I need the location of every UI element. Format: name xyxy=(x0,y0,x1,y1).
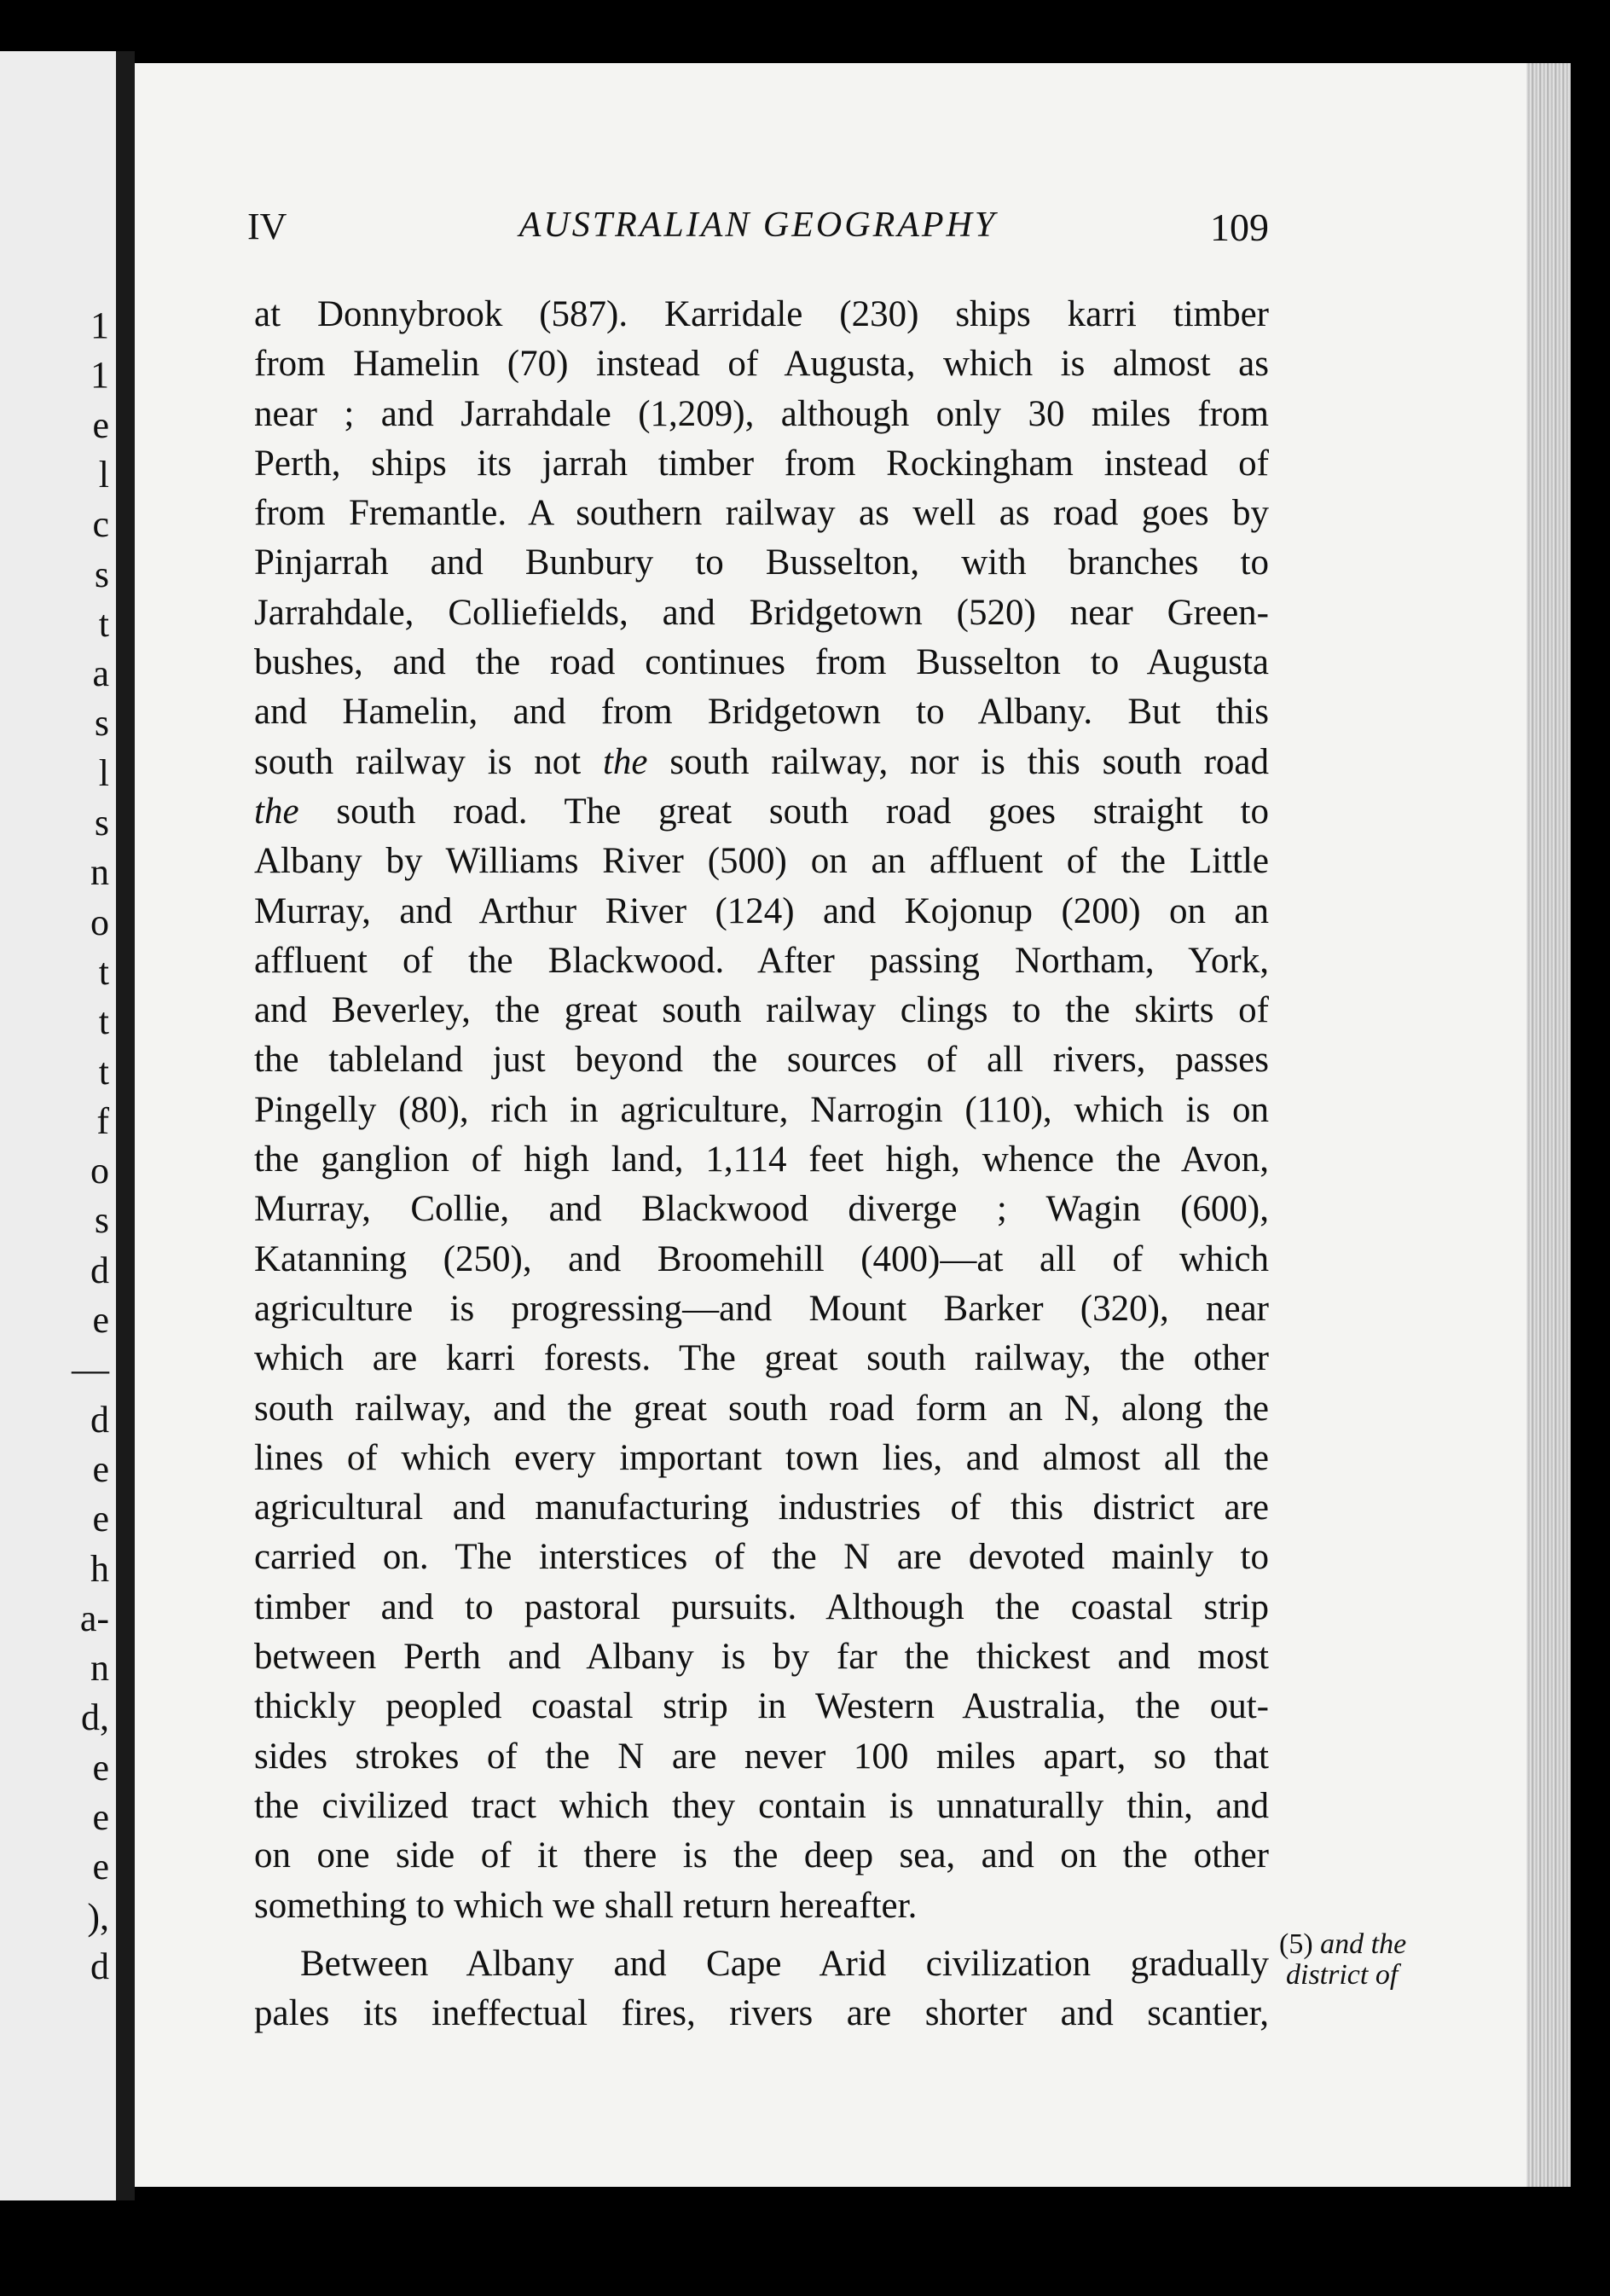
text-line: and Hamelin, and from Bridgetown to Albany. But this xyxy=(254,692,1269,733)
text-line: Pinjarrah and Bunbury to Busselton, with branches to xyxy=(254,542,1269,583)
facing-page-fragment: d xyxy=(90,1945,109,1987)
facing-page-fragment: e xyxy=(92,1498,109,1540)
facing-page-fragment: ), xyxy=(87,1895,109,1938)
facing-page-fragment: l xyxy=(98,453,109,496)
facing-page-fragment: c xyxy=(92,503,109,546)
facing-page-fragment: h xyxy=(90,1547,109,1590)
text-line: near ; and Jarrahdale (1,209), although only 30 miles from xyxy=(254,393,1269,434)
facing-page-fragment: t xyxy=(98,950,109,993)
facing-page-fragment: a xyxy=(92,652,109,695)
text-line: Pingelly (80), rich in agriculture, Narrogin (110), which is on xyxy=(254,1089,1269,1130)
facing-page-fragment: d xyxy=(90,1398,109,1441)
main-text xyxy=(254,290,1269,2038)
text-line: lines of which every important town lies, and almost all the xyxy=(254,1437,1269,1478)
facing-page-fragment: e xyxy=(92,1299,109,1341)
book-gutter xyxy=(116,51,135,2200)
facing-page-fragment: f xyxy=(96,1099,109,1142)
text-line: bushes, and the road continues from Busselton to Augusta xyxy=(254,642,1269,683)
text-line: which are karri forests. The great south railway, the other xyxy=(254,1338,1269,1379)
text-line: Murray, and Arthur River (124) and Kojonup (200) on an xyxy=(254,890,1269,931)
facing-page-fragment: t xyxy=(98,1000,109,1043)
margin-note-line-1: and the xyxy=(1320,1928,1407,1960)
text-line: between Perth and Albany is by far the thickest and most xyxy=(254,1637,1269,1678)
margin-note-line-2: district of xyxy=(1286,1959,1399,1991)
facing-page-sliver xyxy=(0,51,116,2200)
facing-page-fragment: e xyxy=(92,1447,109,1490)
text-line: agriculture is progressing—and Mount Barker (320), near xyxy=(254,1288,1269,1329)
running-title: AUSTRALIAN GEOGRAPHY xyxy=(518,206,998,245)
text-line: something to which we shall return hereafter. xyxy=(254,1885,918,1926)
text-line: Katanning (250), and Broomehill (400)—at all of which xyxy=(254,1238,1269,1279)
facing-page-fragment: s xyxy=(94,553,109,595)
text-line: pales its ineffectual fires, rivers are shorter and scantier, xyxy=(254,1993,1269,2034)
facing-page-fragment: d xyxy=(90,1249,109,1291)
facing-page-fragment: o xyxy=(90,901,109,943)
facing-page-fragment: t xyxy=(98,1050,109,1093)
facing-page-fragment: e xyxy=(92,1846,109,1888)
text-line: carried on. The interstices of the N are devoted mainly to xyxy=(254,1537,1269,1578)
paragraph-2 xyxy=(254,1939,1269,2039)
margin-note-number: (5) xyxy=(1279,1928,1313,1960)
facing-page-fragment: t xyxy=(98,602,109,645)
text-line: Between Albany and Cape Arid civilization gradually xyxy=(300,1943,1269,1984)
facing-page-fragment: d, xyxy=(81,1696,109,1739)
facing-page-fragment: s xyxy=(94,1199,109,1242)
text-line: the ganglion of high land, 1,114 feet high, whence the Avon, xyxy=(254,1139,1269,1180)
text-line: on one side of it there is the deep sea, and on the other xyxy=(254,1835,1269,1876)
text-line: agricultural and manufacturing industries of this district are xyxy=(254,1487,1269,1528)
text-line: Perth, ships its jarrah timber from Rockingham instead of xyxy=(254,443,1269,484)
facing-page-fragment: e xyxy=(92,1796,109,1838)
facing-page-fragment: s xyxy=(94,702,109,745)
text-line: the tableland just beyond the sources of all rivers, passes xyxy=(254,1040,1269,1081)
text-line: thickly peopled coastal strip in Western Australia, the out- xyxy=(254,1686,1269,1727)
text-line: affluent of the Blackwood. After passing Northam, York, xyxy=(254,940,1269,981)
facing-page-fragment: 1 xyxy=(90,354,109,397)
margin-note xyxy=(1279,1929,1450,1991)
text-line: Albany by Williams River (500) on an affluent of the Little xyxy=(254,841,1269,882)
facing-page-fragment: n xyxy=(90,1647,109,1690)
facing-page-fragment: n xyxy=(90,851,109,894)
facing-page-fragment: 1 xyxy=(90,304,109,346)
chapter-number: IV xyxy=(247,206,287,247)
text-line: the south road. The great south road goes straight to xyxy=(254,791,1269,832)
text-line: Jarrahdale, Colliefields, and Bridgetown (520) near Green- xyxy=(254,592,1269,633)
page-number: 109 xyxy=(1210,206,1269,249)
text-line: the civilized tract which they contain is unnaturally thin, and xyxy=(254,1785,1269,1826)
paragraph-1 xyxy=(254,290,1269,1931)
text-line: and Beverley, the great south railway clings to the skirts of xyxy=(254,990,1269,1031)
text-line: Murray, Collie, and Blackwood diverge ; Wagin (600), xyxy=(254,1189,1269,1230)
text-line: from Fremantle. A southern railway as well as road goes by xyxy=(254,493,1269,534)
text-line: south railway is not the south railway, nor is this south road xyxy=(254,741,1269,782)
facing-page-fragment: e xyxy=(92,1746,109,1789)
text-line: at Donnybrook (587). Karridale (230) ships karri timber xyxy=(254,294,1269,334)
text-line: south railway, and the great south road form an N, along the xyxy=(254,1388,1269,1429)
facing-page-fragment: l xyxy=(98,751,109,794)
running-header xyxy=(247,205,1269,256)
text-line: from Hamelin (70) instead of Augusta, which is almost as xyxy=(254,344,1269,385)
text-line: sides strokes of the N are never 100 miles apart, so that xyxy=(254,1736,1269,1777)
text-line: timber and to pastoral pursuits. Although the coastal strip xyxy=(254,1586,1269,1627)
facing-page-fragment: e xyxy=(92,403,109,446)
facing-page-fragment: s xyxy=(94,802,109,844)
facing-page-fragment: a- xyxy=(79,1597,109,1639)
facing-page-fragment: — xyxy=(72,1348,109,1391)
facing-page-fragment: o xyxy=(90,1150,109,1192)
page-edges xyxy=(1526,63,1571,2187)
